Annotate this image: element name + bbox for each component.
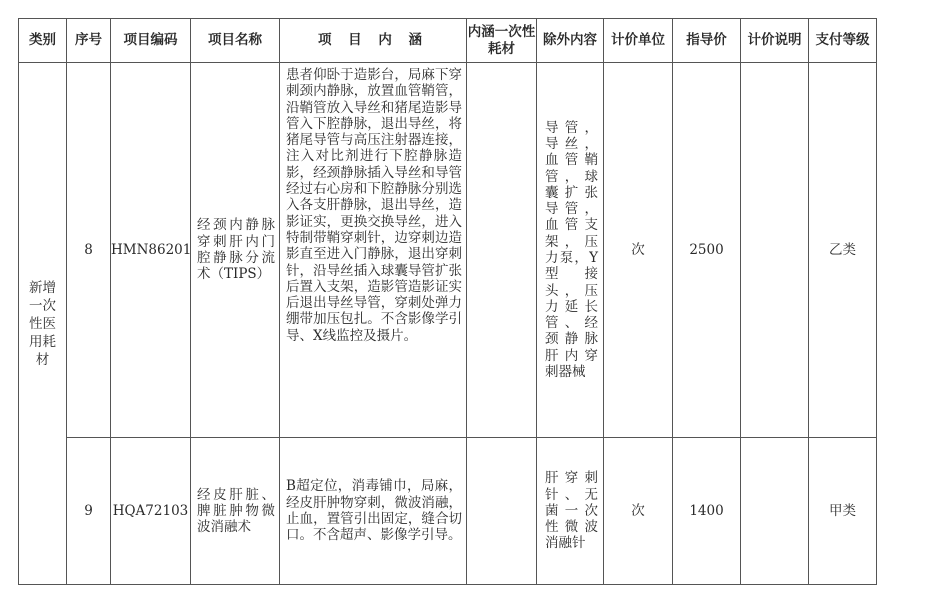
code-cell: HMN86201 bbox=[111, 63, 191, 438]
note-cell bbox=[741, 438, 809, 585]
header-consumables: 内涵一次性耗材 bbox=[467, 19, 537, 63]
unit-cell: 次 bbox=[604, 438, 673, 585]
unit-cell: 次 bbox=[604, 63, 673, 438]
code-cell: HQA72103 bbox=[111, 438, 191, 585]
excluded-cell: 肝穿刺针、无菌一次性微波消融针 bbox=[537, 438, 604, 585]
header-seq: 序号 bbox=[67, 19, 111, 63]
note-cell bbox=[741, 63, 809, 438]
pay-level-cell: 乙类 bbox=[809, 63, 877, 438]
content-cell: B超定位，消毒铺巾，局麻，经皮肝肿物穿刺，微波消融，止血，置管引出固定，缝合切口。不含超声、影像学引导。 bbox=[280, 438, 467, 585]
header-excluded: 除外内容 bbox=[537, 19, 604, 63]
consumables-cell bbox=[467, 438, 537, 585]
consumables-cell bbox=[467, 63, 537, 438]
name-cell: 经颈内静脉穿刺肝内门腔静脉分流术（TIPS） bbox=[191, 63, 280, 438]
table-row bbox=[19, 438, 877, 585]
header-code: 项目编码 bbox=[111, 19, 191, 63]
content-cell: 患者仰卧于造影台，局麻下穿刺颈内静脉，放置血管鞘管，沿鞘管放入导丝和猪尾造影导管入下腔静脉，退出导丝，将猪尾导管与高压注射器连接，注入对比剂进行下腔静脉造影，经颈静脉插入导丝和导管经过右心房和下腔静脉分别选入各支肝静脉，退出导丝，造影证实，更换交换导丝，进入特制带鞘穿刺针，边穿刺边造影直至进入门静脉，退出穿刺针，沿导丝插入球囊导管扩张后置入支架，造影管造影证实后退出导丝导管，穿刺处弹力绷带加压包扎。不含影像学引导、X线监控及摄片。 bbox=[280, 63, 467, 438]
category-cell: 新增一次性医用耗材 bbox=[19, 63, 67, 585]
pay-level-cell: 甲类 bbox=[809, 438, 877, 585]
excluded-cell: 导管，导丝，血管鞘管，球囊扩张导管，血管支架，压力泵，Y型接头，压力延长管、经颈静脉肝内穿刺器械 bbox=[537, 63, 604, 438]
name-cell: 经皮肝脏、脾脏肿物微波消融术 bbox=[191, 438, 280, 585]
table-row bbox=[19, 63, 877, 438]
price-cell: 2500 bbox=[673, 63, 741, 438]
header-category: 类别 bbox=[19, 19, 67, 63]
header-pay-level: 支付等级 bbox=[809, 19, 877, 63]
seq-cell: 9 bbox=[67, 438, 111, 585]
header-price: 指导价 bbox=[673, 19, 741, 63]
header-note: 计价说明 bbox=[741, 19, 809, 63]
seq-cell: 8 bbox=[67, 63, 111, 438]
price-cell: 1400 bbox=[673, 438, 741, 585]
fee-schedule-table bbox=[18, 18, 877, 585]
header-content: 项 目 内 涵 bbox=[280, 19, 467, 63]
header-unit: 计价单位 bbox=[604, 19, 673, 63]
header-name: 项目名称 bbox=[191, 19, 280, 63]
header-row bbox=[19, 19, 877, 63]
